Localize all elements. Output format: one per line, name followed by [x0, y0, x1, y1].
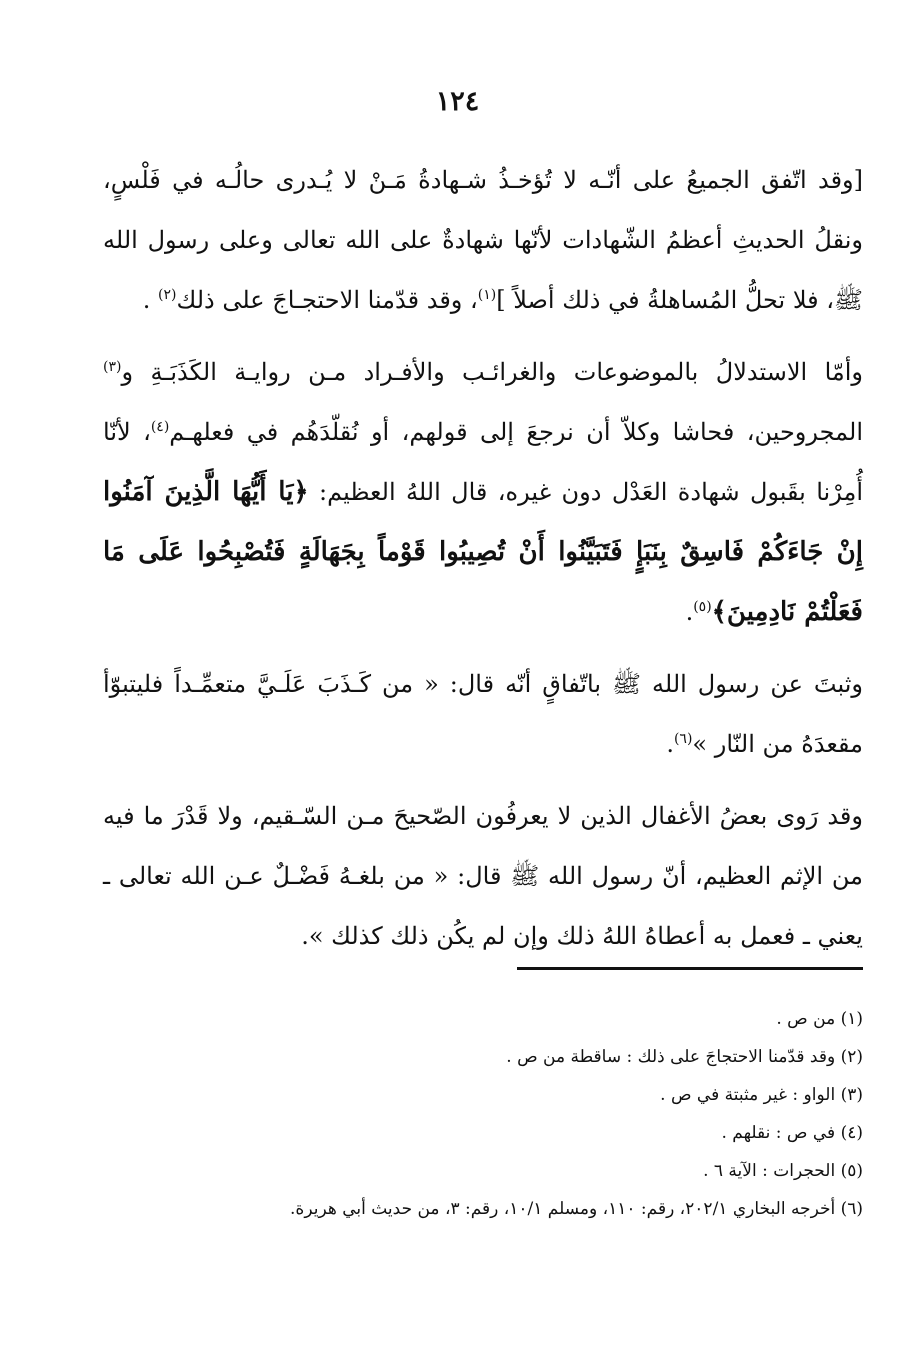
- paragraph-1: [103, 150, 863, 330]
- paragraph-2: [103, 342, 863, 642]
- footnote-1: (١) من ص .: [776, 1009, 863, 1029]
- footnote-ref-6: (٦): [673, 731, 693, 747]
- footnote-separator: [517, 967, 863, 970]
- paragraph-3: [103, 654, 863, 774]
- paragraph-2-text-c: ، لأنّا أُمِرْنا بقَبول شهادة العَدْل دون غيره، قال اللهُ العظيم:: [103, 418, 863, 506]
- paragraph-2-text-d: .: [685, 598, 694, 626]
- paragraph-1-text-c: .: [142, 286, 158, 314]
- footnote-ref-2: (٢): [158, 287, 177, 303]
- paragraph-2-text-a: وأمّا الاستدلالُ بالموضوعات والغرائـب والأفـراد مـن روايـة الكَذَبَـةِ و: [121, 358, 863, 386]
- paragraph-1-text-b: ، وقد قدّمنا الاحتجـاجَ على ذلك: [176, 286, 478, 314]
- footnote-5: (٥) الحجرات : الآية ٦ .: [703, 1161, 863, 1181]
- paragraph-2-text-b: المجروحين، فحاشا وكلاّ أن نرجعَ إلى قولهم، أو نُقلّدَهُم في فعلهـم: [169, 418, 863, 446]
- paragraph-4: وقد رَوى بعضُ الأغفال الذين لا يعرفُون الصّحيحَ مـن السّـقيم، ولا قَدْرَ ما فيه من الإثم العظيم، أنّ رسول الله ﷺ قال: « من بلغـهُ فَضْـلٌ عـن الله تعالى ـ يعني ـ فعمل به أعطاهُ اللهُ ذلك وإن لم يكُن ذلك كذلك ».: [103, 802, 863, 950]
- footnote-2: (٢) وقد قدّمنا الاحتجاجَ على ذلك : ساقطة من ص .: [506, 1047, 863, 1067]
- footnote-ref-4: (٤): [150, 419, 170, 435]
- quran-verse: ﴿يَا أَيُّهَا الَّذِينَ آمَنُوا إِنْ جَاءَكُمْ فَاسِقٌ بِنَبَإٍ فَتَبَيَّنُوا أَنْ تُصِيبُوا قَوْماً بِجَهَالَةٍ فَتُصْبِحُوا عَلَى مَا فَعَلْتُمْ نَادِمِينَ﴾: [103, 477, 863, 627]
- paragraph-1-text-a: [وقد اتّفق الجميعُ على أنّـه لا تُؤخـذُ شـهادةُ مَـنْ لا يُـدرى حالُـه في فَلْسٍ، ونقلُ الحديثِ أعظمُ الشّهادات لأنّها شهادةٌ على الله تعالى وعلى رسول الله ﷺ، فلا تحلُّ المُساهلةُ في ذلك أصلاً ]: [103, 166, 863, 314]
- page-number: ١٢٤: [435, 86, 480, 117]
- footnote-ref-5: (٥): [693, 599, 712, 615]
- paragraph-3-text-b: .: [666, 730, 674, 758]
- body-text: [103, 150, 863, 966]
- footnote-4: (٤) في ص : نقلهم .: [721, 1123, 863, 1143]
- footnote-ref-3: (٣): [103, 359, 122, 375]
- paragraph-3-text-a: وثبتَ عن رسول الله ﷺ باتّفاقٍ أنّه قال: « من كَـذَبَ عَلَـيَّ متعمِّـداً فليتبوّأ مقعدَهُ من النّار »: [103, 670, 863, 758]
- footnote-6: (٦) أخرجه البخاري ٢٠٢/١، رقم: ١١٠، ومسلم ١٠/١، رقم: ٣، من حديث أبي هريرة.: [290, 1199, 863, 1219]
- footnote-3: (٣) الواو : غير مثبتة في ص .: [660, 1085, 863, 1105]
- footnotes: [103, 1000, 863, 1228]
- footnote-ref-1: (١): [477, 287, 497, 303]
